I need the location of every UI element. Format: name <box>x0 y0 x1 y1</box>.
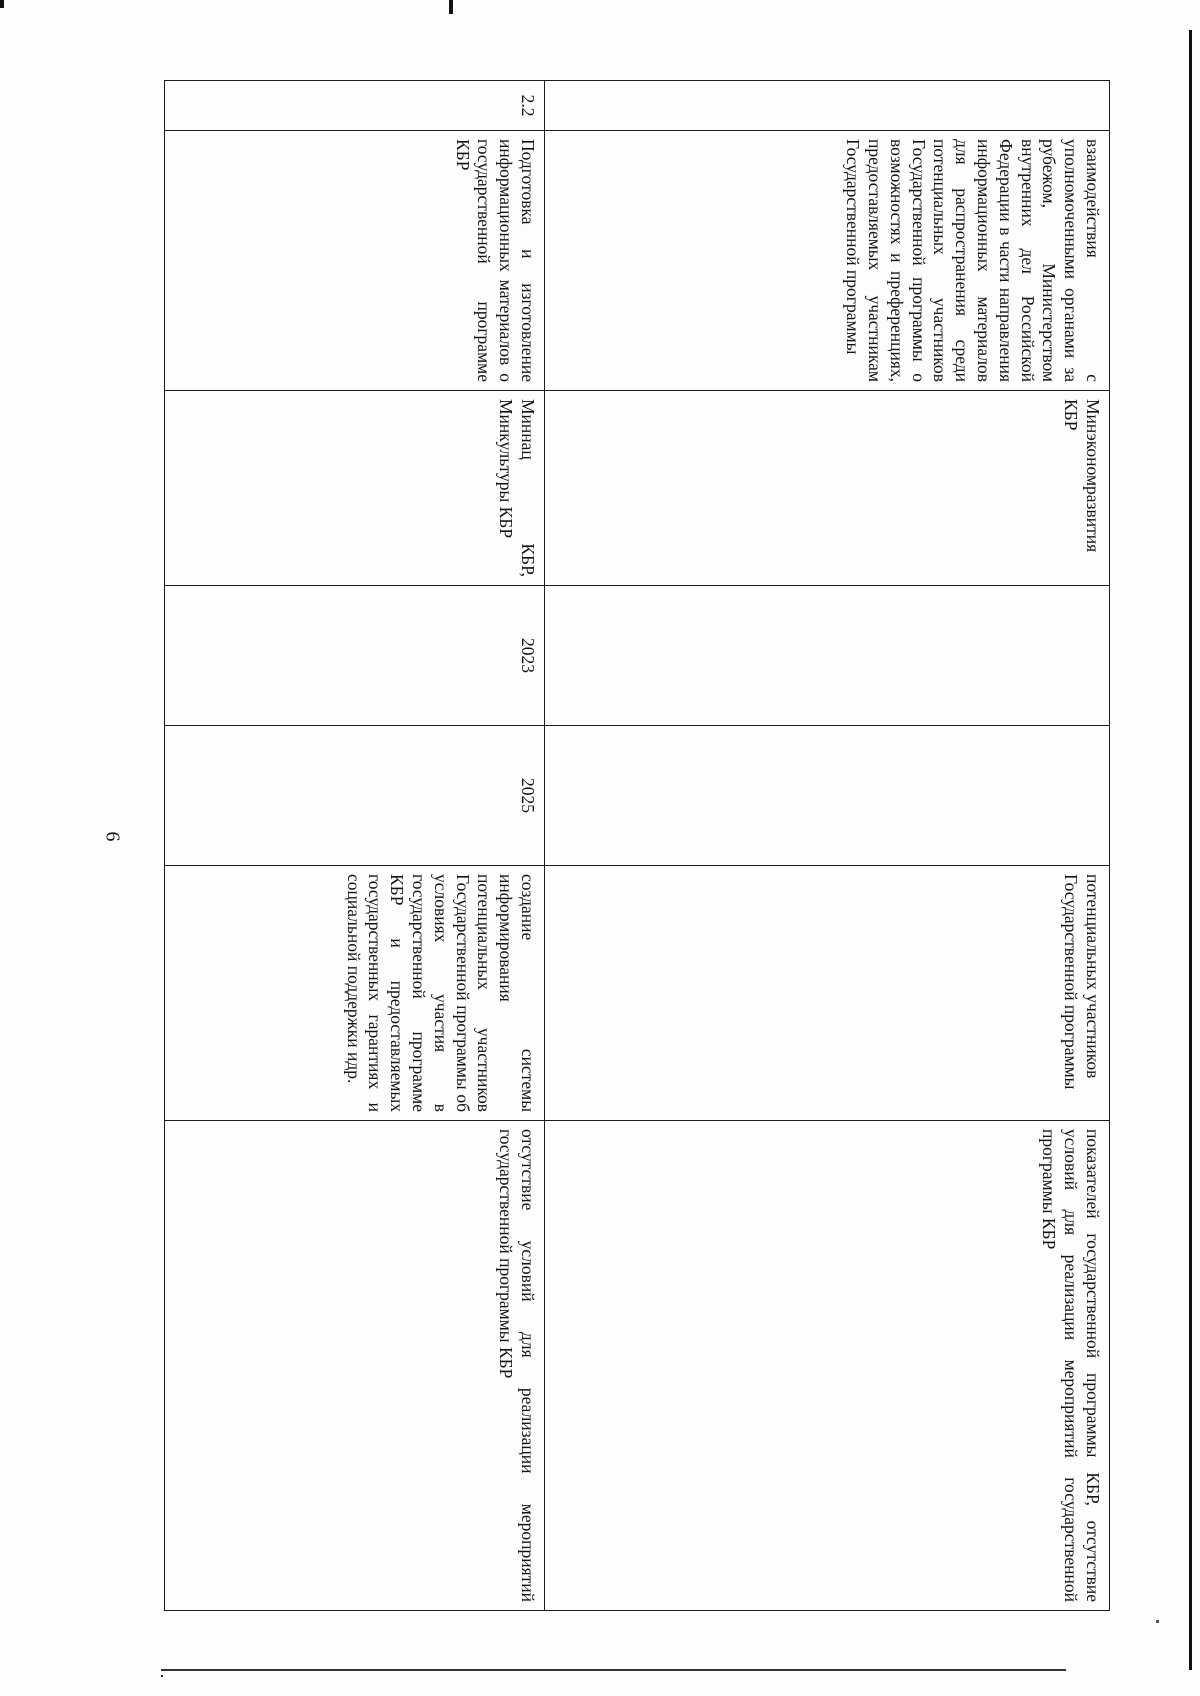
row-number: 2.2 <box>165 81 545 131</box>
scan-mark <box>161 1675 163 1677</box>
event-cell: взаимодействия с уполномоченными органами за рубежом, Министерством внутренних дел Российской Федерации в части направления информационных материалов для распространения среди потенциальных участников Государственной программы о возможностях и преференциях, предоставляемых участникам Государственной программы <box>545 131 1110 391</box>
result-cell: создание системы информирования потенциальных участников Государственной программы об условиях участия в государственной программе КБР и предоставляемых государственных гарантиях и социальной поддержки идр. <box>165 866 545 1121</box>
scan-edge <box>1189 30 1192 1670</box>
row-number <box>545 81 1110 131</box>
event-cell: Подготовка и изготовление информационных материалов о государственной программе КБР <box>165 131 545 391</box>
page-number: 6 <box>101 831 124 842</box>
executor-cell: Миннац КБР, Минкультуры КБР <box>165 391 545 586</box>
scan-mark <box>0 0 4 8</box>
scan-edge <box>161 1669 1066 1671</box>
table-row <box>545 81 1110 1611</box>
executor-cell: Минэкономразвития КБР <box>545 391 1110 586</box>
end-year-cell <box>545 726 1110 866</box>
rotated-table-container <box>165 80 1110 1610</box>
result-cell: потенциальных участников Государственной программы <box>545 866 1110 1121</box>
measures-table <box>164 80 1110 1611</box>
end-year-cell: 2025 <box>165 726 545 866</box>
scan-mark <box>1156 1620 1159 1623</box>
risk-cell: показателей государственной программы КБР, отсутствие условий для реализации мероприятий государственной программы КБР <box>545 1121 1110 1611</box>
start-year-cell <box>545 586 1110 726</box>
table-row <box>165 81 545 1611</box>
scan-mark <box>449 0 453 14</box>
risk-cell: отсутствие условий для реализации мероприятий государственной программы КБР <box>165 1121 545 1611</box>
start-year-cell: 2023 <box>165 586 545 726</box>
